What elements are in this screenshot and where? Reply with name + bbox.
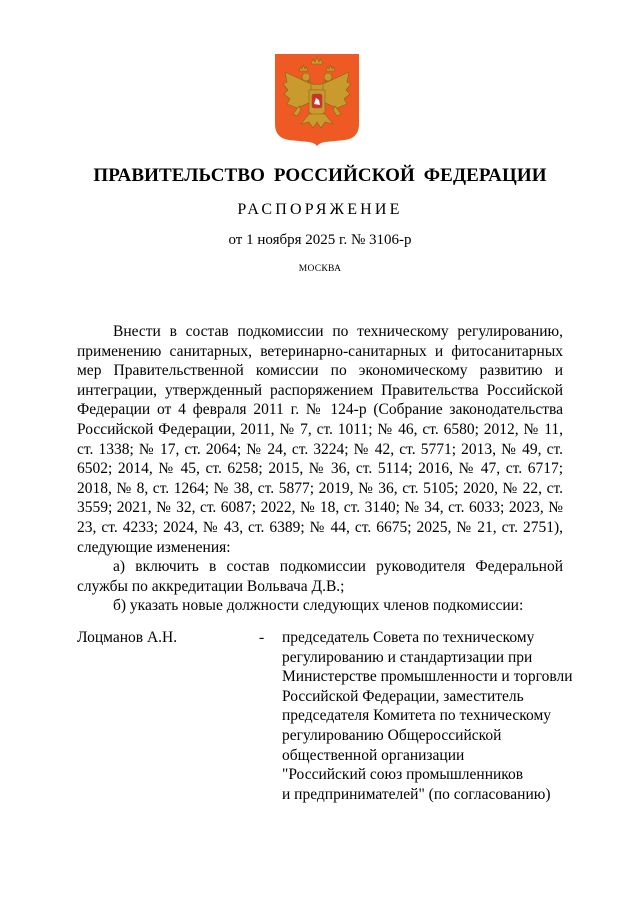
document-date-number: от 1 ноября 2025 г. № 3106-р (228, 232, 412, 248)
government-title: ПРАВИТЕЛЬСТВО РОССИЙСКОЙ ФЕДЕРАЦИИ (93, 165, 547, 186)
member-name: Лоцманов А.Н. (77, 629, 178, 646)
member-dash: - (259, 629, 265, 646)
member-entry (77, 628, 573, 804)
order-body (77, 322, 563, 616)
coat-of-arms-emblem (275, 54, 359, 146)
paragraph-b: б) указать новые должности следующих членов подкомиссии: (113, 597, 524, 615)
document-city: МОСКВА (298, 264, 342, 274)
paragraph-main: Внести в состав подкомиссии по техническому регулированию, применению санитарных, ветеринарно-санитарных и фитосанитарных мер Правительственной комиссии по экономическому развитию и интеграции, утвержденный распоряжением Правительства Российской Федерации от 4 февраля 2011 г. № 124-р (Собрание законодательства Российской Федерации, 2011, № 7, ст. 1011; № 46, ст. 6580; 2012, № 11, ст. 1338; № 17, ст. 2064; № 24, ст. 3224; № 42, ст. 5771; 2013, № 49, ст. 6502; 2014, № 45, ст. 6258; 2015, № 36, ст. 5114; 2016, № 47, ст. 6717; 2018, № 8, ст. 1264; № 38, ст. 5877; 2019, № 36, ст. 5105; 2020, № 22, ст. 3559; 2021, № 32, ст. 6087; 2022, № 18, ст. 3140; № 34, ст. 6033; 2023, № 23, ст. 4233; 2024, № 43, ст. 6389; № 44, ст. 6675; 2025, № 21, ст. 2751), следующие изменения: (77, 323, 563, 556)
members-list (77, 628, 573, 804)
document-type: РАСПОРЯЖЕНИЕ (237, 201, 403, 218)
paragraph-a: а) включить в состав подкомиссии руководителя Федеральной службы по аккредитации Вольвача Д.В.; (77, 558, 563, 595)
member-position: председатель Совета по техническому регулированию и стандартизации при Министерстве промышленности и торговли Российской Федерации, заместитель председателя Комитета по техническому регулированию Общероссийской общественной организации "Российский союз промышленников и предпринимателей" (по согласованию) (282, 629, 573, 803)
